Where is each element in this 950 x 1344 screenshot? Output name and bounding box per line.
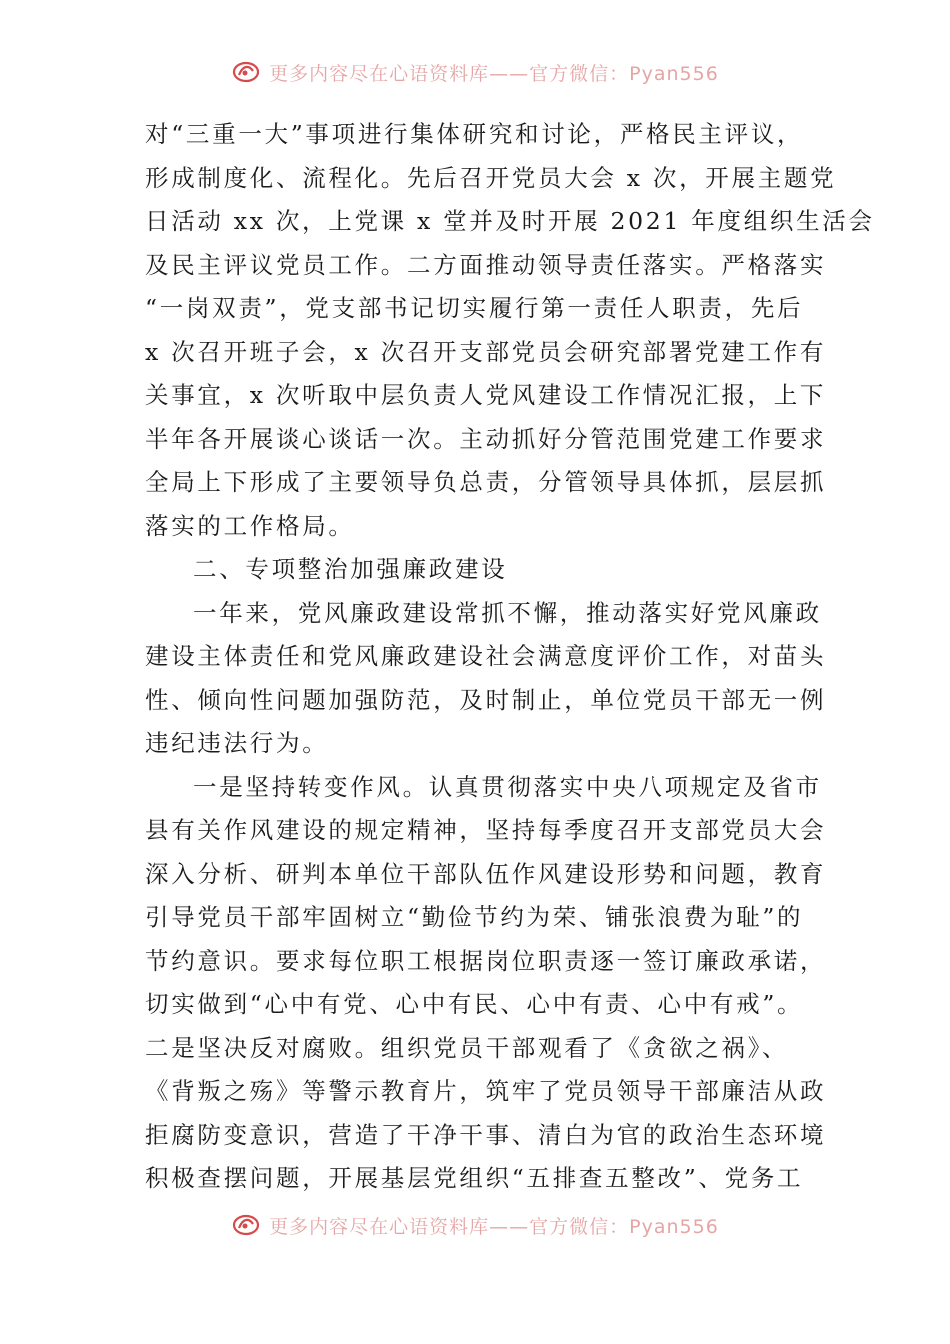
text-line: 切实做到“心中有党、心中有民、心中有责、心中有戒”。 [145, 990, 804, 1018]
document-body [145, 113, 875, 1201]
section-heading: 二、专项整治加强廉政建设 [193, 555, 508, 583]
watermark-logo-icon [231, 1212, 261, 1238]
text-line: 深入分析、研判本单位干部队伍作风建设形势和问题，教育 [145, 859, 827, 888]
text-line: 落实的工作格局。 [145, 511, 355, 540]
watermark-logo-icon [231, 59, 261, 85]
text-line: 节约意识。要求每位职工根据岗位职责逐一签订廉政承诺， [145, 946, 827, 975]
text-line: 县有关作风建设的规定精神，坚持每季度召开支部党员大会 [145, 816, 827, 844]
paragraph-first-line: 一是坚持转变作风。认真贯彻落实中央八项规定及省市 [193, 772, 822, 801]
paragraph-first-line: 一年来，党风廉政建设常抓不懈，推动落实好党风廉政 [193, 598, 822, 627]
text-line: 日活动 xx 次，上党课 x 堂并及时开展 2021 年度组织生活会 [145, 207, 875, 235]
text-line: 二是坚决反对腐败。组织党员干部观看了《贪欲之祸》、 [145, 1033, 789, 1062]
text-line: 性、倾向性问题加强防范，及时制止，单位党员干部无一例 [145, 685, 827, 714]
text-line: 拒腐防变意识，营造了干净干事、清白为官的政治生态环境 [145, 1120, 827, 1149]
footer-watermark [0, 1205, 950, 1245]
text-line: 关事宜，x 次听取中层负责人党风建设工作情况汇报，上下 [145, 381, 827, 409]
text-line: 形成制度化、流程化。先后召开党员大会 x 次，开展主题党 [145, 163, 837, 192]
text-line: 半年各开展谈心谈话一次。主动抓好分管范围党建工作要求 [145, 424, 827, 453]
text-line: “一岗双责”，党支部书记切实履行第一责任人职责，先后 [145, 294, 804, 322]
text-line: 引导党员干部牢固树立“勤俭节约为荣、铺张浪费为耻”的 [145, 903, 804, 931]
text-line: 积极查摆问题，开展基层党组织“五排查五整改”、党务工 [145, 1164, 804, 1192]
text-line: 建设主体责任和党风廉政建设社会满意度评价工作，对苗头 [145, 642, 827, 670]
text-line: x 次召开班子会，x 次召开支部党员会研究部署党建工作有 [145, 337, 827, 366]
text-line: 《背叛之殇》等警示教育片，筑牢了党员领导干部廉洁从政 [145, 1077, 827, 1105]
text-line: 违纪违法行为。 [145, 729, 329, 757]
watermark-text: 更多内容尽在心语资料库——官方微信：Pyan556 [269, 1215, 719, 1238]
text-line: 全局上下形成了主要领导负总责，分管领导具体抓，层层抓 [145, 468, 827, 496]
header-watermark [0, 52, 950, 92]
text-line: 及民主评议党员工作。二方面推动领导责任落实。严格落实 [145, 250, 827, 279]
text-line: 对“三重一大”事项进行集体研究和讨论，严格民主评议， [145, 120, 804, 148]
watermark-text: 更多内容尽在心语资料库——官方微信：Pyan556 [269, 62, 719, 85]
